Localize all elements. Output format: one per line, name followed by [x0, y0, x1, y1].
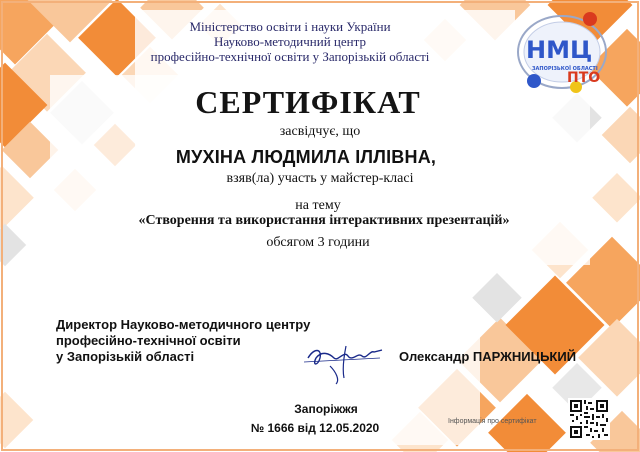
handwritten-signature	[300, 336, 390, 386]
certificate-title: СЕРТИФІКАТ	[195, 84, 421, 120]
qr-info-label: Інформація про сертифікат	[448, 418, 537, 425]
hours-volume: обсягом 3 години	[266, 235, 370, 250]
signer-name: Олександр ПАРЖНИЦЬКИЙ	[399, 349, 577, 364]
director-line-1: Директор Науково-методичного центру	[56, 317, 311, 332]
director-line-2: професійно-технічної освіти	[56, 333, 241, 348]
ministry-line-3: професійно-технічної освіти у Запорізькій області	[150, 49, 430, 64]
logo-main-text: НМЦ	[526, 36, 593, 64]
on-topic-label: на тему	[295, 198, 341, 213]
director-line-3: у Запорізькій області	[56, 349, 195, 364]
participation-text: взяв(ла) участь у майстер-класі	[226, 171, 414, 186]
certifies-text: засвідчує, що	[279, 124, 361, 139]
ministry-line-2: Науково-методичний центр	[214, 34, 366, 49]
qr-code[interactable]	[568, 398, 610, 440]
city: Запоріжжя	[294, 402, 358, 416]
recipient-name: МУХІНА ЛЮДМИЛА ІЛЛІВНА,	[175, 147, 437, 167]
topic-title: «Створення та використання інтерактивних презентацій»	[138, 213, 510, 228]
director-title	[56, 317, 310, 365]
certificate-number: № 1666 від 12.05.2020	[250, 421, 380, 435]
ministry-header	[40, 19, 540, 64]
logo-sub-text: ПТО	[567, 70, 601, 86]
ministry-line-1: Міністерство освіти і науки України	[189, 19, 391, 34]
logo-arc-text: ЗАПОРІЗЬКОЇ ОБЛАСТІ	[532, 66, 598, 72]
